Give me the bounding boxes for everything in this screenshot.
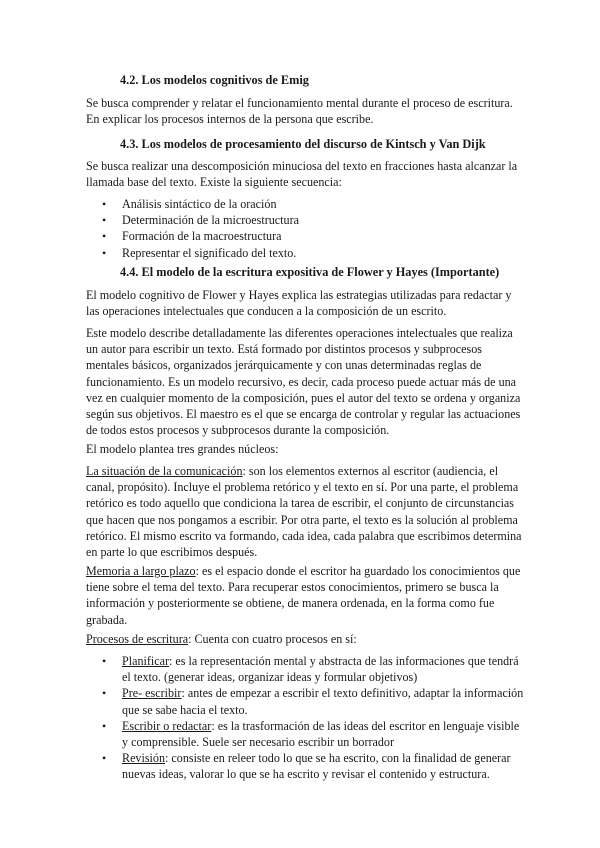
sequence-list <box>102 196 522 261</box>
list-item: • Determinación de la microestructura <box>102 213 299 228</box>
bullet-icon: • <box>102 654 107 668</box>
bullet-icon: • <box>102 751 107 766</box>
bullet-icon: • <box>102 229 107 244</box>
heading-4-3: 4.3. Los modelos de procesamiento del discurso de Kintsch y Van Dijk <box>120 137 486 151</box>
list-item: • Representar el significado del texto. <box>102 245 297 260</box>
paragraph-model-description: Este modelo describe detalladamente las diferentes operaciones intelectuales que realiza un autor para escribir un texto. Está formado por distintos procesos y subprocesos mentales básicos, organizados jerárquicamente y con unas determinadas reglas de funcionamiento. Es un modelo recursivo, es decir, cada proceso puede actuar más de una vez en cualquier momento de la composición, pues el autor del texto se ordena y organiza según sus objetivos. El maestro es el que se encarga de controlar y regular las actuaciones de todos estos procesos y subprocesos durante la composición. <box>86 326 521 438</box>
bullet-icon: • <box>102 718 107 733</box>
list-item: • Escribir o redactar: es la trasformación de las ideas del escritor en lenguaje visible y comprensible. Suele ser necesario escribir un borrador <box>102 718 520 750</box>
list-item: • Pre- escribir: antes de empezar a escribir el texto definitivo, adaptar la información que se sabe hacia el texto. <box>102 686 524 717</box>
paragraph-kintsch: Se busca realizar una descomposición minuciosa del texto en fracciones hasta alcanzar la llamada base del texto. Existe la siguiente secuencia: <box>86 159 518 190</box>
list-item: • Planificar: es la representación mental y abstracta de las informaciones que tendrá el texto. (generar ideas, organizar ideas y formular objetivos) <box>102 654 519 685</box>
bullet-icon: • <box>102 213 107 228</box>
term-long-term-memory: Memoria a largo plazo <box>86 564 196 578</box>
paragraph-writing-processes: Procesos de escritura: Cuenta con cuatro procesos en sí: <box>86 632 357 646</box>
heading-4-4: 4.4. El modelo de la escritura expositiva de Flower y Hayes (Importante) <box>120 265 500 279</box>
heading-4-2: 4.2. Los modelos cognitivos de Emig <box>120 73 309 87</box>
term-writing-processes: Procesos de escritura <box>86 632 189 646</box>
bullet-icon: • <box>102 245 107 260</box>
term-communication-situation: La situación de la comunicación <box>86 464 243 478</box>
list-item: • Análisis sintáctico de la oración <box>102 197 277 211</box>
paragraph-nuclei-intro: El modelo plantea tres grandes núcleos: <box>86 442 279 456</box>
bullet-icon: • <box>102 197 107 211</box>
list-item: • Formación de la macroestructura <box>102 229 282 244</box>
paragraph-long-term-memory: Memoria a largo plazo: es el espacio donde el escritor ha guardado los conocimientos que tiene sobre el tema del texto. Para recuperar estos conocimientos, primero se busca la información y posteriormente se obtiene, de manera ordenada, en la forma como fue grabada. <box>86 564 521 627</box>
paragraph-flower-hayes-intro: El modelo cognitivo de Flower y Hayes explica las estrategias utilizadas para redactar y las operaciones intelectuales que conducen a la composición de un escrito. <box>86 288 512 319</box>
bullet-icon: • <box>102 686 107 701</box>
paragraph-communication-situation: La situación de la comunicación: son los elementos externos al escritor (audiencia, el canal, propósito). Incluye el problema retórico y el texto en sí. Por una parte, el problema retórico es todo aquello que condiciona la tarea de escribir, el conjunto de circunstancias que hacen que nos pongamos a escribir. Por otra parte, el texto es la solución al problema retórico. El mismo escrito va formando, cada idea, cada palabra que escribimos determina en parte lo que escribimos después. <box>86 464 522 560</box>
list-item: • Revisión: consiste en releer todo lo que se ha escrito, con la finalidad de generar nuevas ideas, valorar lo que se ha escrito y revisar el contenido y estructura. <box>102 751 511 782</box>
paragraph-emig: Se busca comprender y relatar el funcionamiento mental durante el proceso de escritura. En explicar los procesos internos de la persona que escribe. <box>86 96 513 127</box>
processes-list <box>102 653 526 783</box>
